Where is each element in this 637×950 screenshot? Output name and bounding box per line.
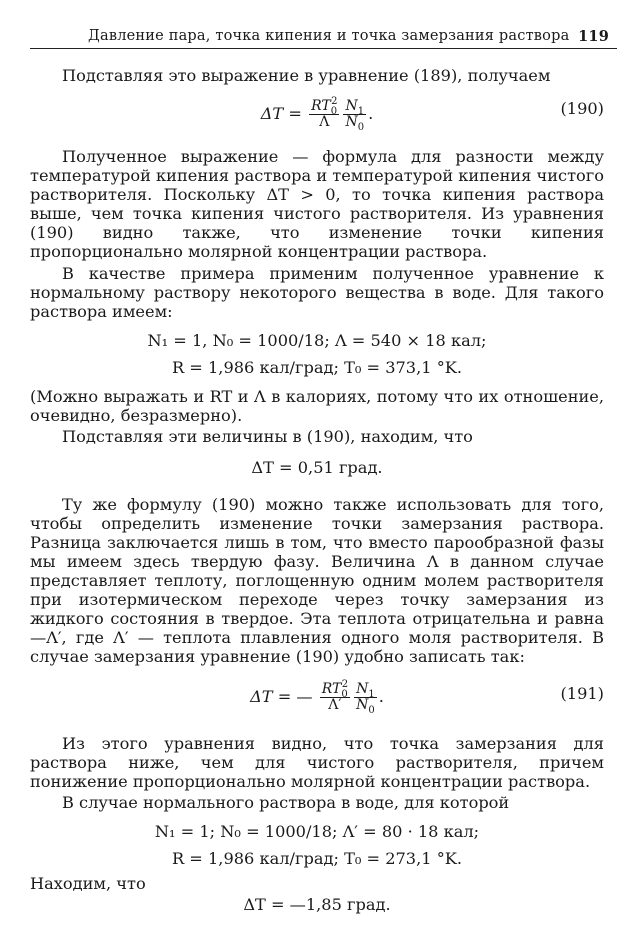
equation-result-freezing: ΔT = —1,85 град.: [243, 895, 391, 914]
paragraph-1: Подставляя это выражение в уравнение (189), получаем: [62, 66, 551, 85]
page-body: [30, 66, 604, 914]
equation-values-boiling-line-2: R = 1,986 кал/град; T₀ = 373,1 °K.: [171, 358, 463, 377]
paragraph-8: В случае нормального раствора в воде, для которой: [62, 793, 510, 812]
paragraph-4: (Можно выражать и RT и Λ в калориях, потому что их отношение, очевидно, безразмерно).: [30, 387, 604, 425]
equation-values-boiling: [30, 331, 604, 377]
equation-number-191: (191): [560, 684, 604, 703]
equation-values-boiling-line-1: N₁ = 1, N₀ = 1000/18; Λ = 540 × 18 кал;: [147, 331, 487, 350]
paragraph-5: Подставляя эти величины в (190), находим, что: [62, 427, 473, 446]
equation-190: ΔT = $\frac{RT_0^2}{\Lambda}$ $\frac{N_1}{N_0}$ . (190): [260, 96, 604, 133]
equation-191: ΔT = — $\frac{RT_0^2}{\Lambda'}$ $\frac{N_1}{N_0}$ . (191): [250, 679, 604, 716]
equation-values-freezing: [30, 822, 604, 868]
paragraph-2: Полученное выражение — формула для разности между температурой кипения раствора и температурой кипения чистого растворителя. Поскольку ΔT > 0, то точка кипения раствора выше, чем точка кипения чистого растворителя. Из уравнения (190) видно также, что изменение точки кипения пропорционально молярной концентрации раствора.: [30, 147, 604, 261]
paragraph-7: Из этого уравнения видно, что точка замерзания для раствора ниже, чем для чистого растворителя, причем понижение пропорционально молярной концентрации раствора.: [30, 734, 604, 791]
equation-result-boiling: ΔT = 0,51 град.: [251, 458, 383, 477]
header-title: Давление пара, точка кипения и точка замерзания раствора: [88, 28, 570, 44]
running-header: [30, 24, 617, 49]
equation-values-freezing-line-2: R = 1,986 кал/град; T₀ = 273,1 °K.: [171, 849, 463, 868]
paragraph-3: В качестве примера применим полученное уравнение к нормальному раствору некоторого вещества в воде. Для такого раствора имеем:: [30, 264, 604, 321]
paragraph-9: Находим, что: [30, 874, 146, 893]
equation-number-190: (190): [560, 99, 604, 118]
paragraph-6: Ту же формулу (190) можно также использовать для того, чтобы определить изменение точки замерзания раствора. Разница заключается лишь в том, что вместо парообразной фазы мы имеем здесь твердую фазу. Величина Λ в данном случае представляет теплоту, поглощенную одним молем растворителя при изотермическом переходе через точку замерзания из жидкого состояния в твердое. Эта теплота отрицательна и равна —Λ′, где Λ′ — теплота плавления одного моля растворителя. В случае замерзания уравнение (190) удобно записать так:: [30, 495, 604, 666]
page-number: 119: [578, 28, 609, 45]
equation-values-freezing-line-1: N₁ = 1; N₀ = 1000/18; Λ′ = 80 · 18 кал;: [154, 822, 480, 841]
